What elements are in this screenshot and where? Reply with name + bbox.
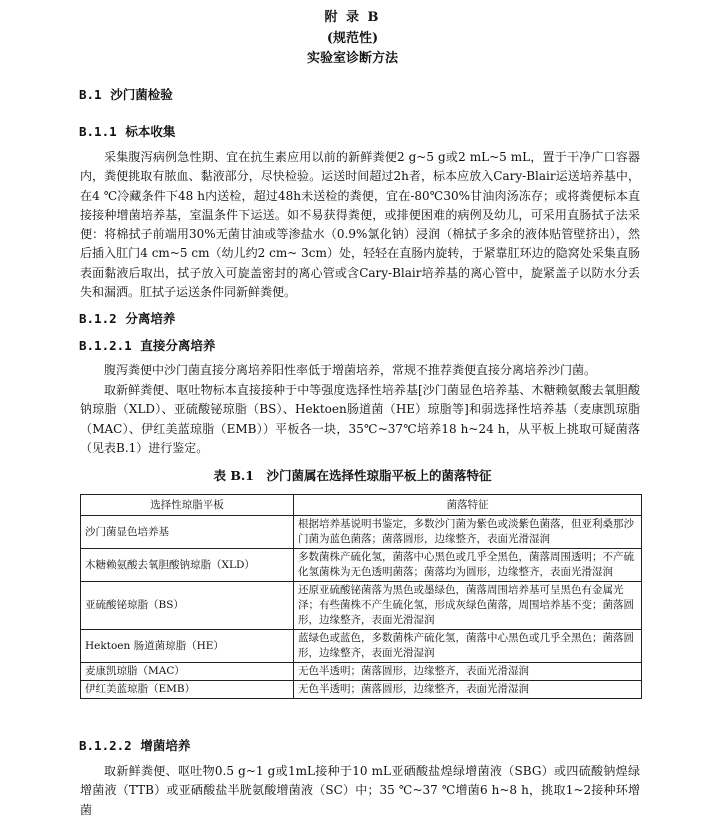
paragraph-text: 腹泻粪便中沙门菌直接分离培养阳性率低于增菌培养，常规不推荐粪便直接分离培养沙门菌。 bbox=[104, 363, 597, 377]
medium-name: 伊红美蓝琼脂（EMB） bbox=[81, 681, 294, 699]
colony-features-table bbox=[80, 494, 642, 699]
heading-number: B.1.2 bbox=[79, 311, 117, 326]
paragraph-specimen-collection bbox=[80, 148, 640, 302]
colony-feature: 无色半透明；菌落圆形，边缘整齐，表面光滑湿润 bbox=[294, 681, 642, 699]
heading-number: B.1.2.1 bbox=[79, 338, 132, 353]
colony-feature: 无色半透明；菌落圆形，边缘整齐，表面光滑湿润 bbox=[294, 663, 642, 681]
medium-name: 沙门菌显色培养基 bbox=[81, 516, 294, 549]
normative-label: (规范性) bbox=[326, 31, 379, 46]
table-row bbox=[81, 549, 642, 582]
heading-text: 直接分离培养 bbox=[140, 338, 216, 353]
heading-b1-2-1 bbox=[79, 336, 215, 354]
table-row bbox=[81, 582, 642, 630]
paragraph-text: 采集腹泻病例急性期、宜在抗生素应用以前的新鲜粪便2 g~5 g或2 mL~5 mL，置于干净广口容器内，粪便挑取有脓血、黏液部分，尽快检验。运送时间超过2h者，标本应放入Cary-Blair运送培养基中，在4 ℃冷藏条件下48 h内送检，超过48h未送检的粪便，宜在-80℃30%甘油肉汤冻存；或将粪便标本直接接种增菌培养基，室温条件下运送。如不易获得粪便，或排便困难的病例及幼儿，可采用直肠拭子法采便：将棉拭子前端用30%无菌甘油或等渗盐水（0.9%氯化钠）浸润（棉拭子多余的液体贴管壁挤出），然后插入肛门4 cm~5 cm（幼儿约2 cm~ 3cm）处，轻轻在直肠内旋转，于紧靠肛环边的隐窝处采集直肠表面黏液后取出，拭子放入可旋盖密封的离心管或含Cary-Blair培养基的离心管中，旋紧盖子以防水分丢失和漏洒。肛拭子运送条件同新鲜粪便。 bbox=[80, 150, 640, 300]
appendix-label: 附 录 B bbox=[324, 10, 381, 25]
medium-name: 麦康凯琼脂（MAC） bbox=[81, 663, 294, 681]
colony-feature: 蓝绿色或蓝色，多数菌株产硫化氢，菌落中心黑色或几乎全黑色；菌落圆形，边缘整齐，表面光滑湿润 bbox=[294, 630, 642, 663]
table-caption: 表 B.1 沙门菌属在选择性琼脂平板上的菌落特征 bbox=[213, 468, 492, 483]
heading-b1-2-2 bbox=[79, 736, 190, 754]
colony-feature: 多数菌株产硫化氢，菌落中心黑色或几乎全黑色，菌落周围透明；不产硫化氢菌株为无色透明菌落；菌落均为圆形，边缘整齐，表面光滑湿润 bbox=[294, 549, 642, 582]
heading-b1-1 bbox=[79, 122, 175, 140]
paragraph-direct-culture-2 bbox=[80, 381, 640, 458]
column-header: 菌落特征 bbox=[294, 495, 642, 516]
table-row bbox=[81, 681, 642, 699]
heading-b1 bbox=[79, 85, 173, 103]
heading-text: 增菌培养 bbox=[140, 738, 191, 753]
paragraph-direct-culture-1 bbox=[80, 361, 640, 380]
heading-text: 沙门菌检验 bbox=[110, 87, 173, 102]
heading-b1-2 bbox=[79, 309, 175, 327]
column-header: 选择性琼脂平板 bbox=[81, 495, 294, 516]
medium-name: Hektoen 肠道菌琼脂（HE） bbox=[81, 630, 294, 663]
colony-feature: 还原亚硫酸铋菌落为黑色或墨绿色，菌落周围培养基可呈黑色有金属光泽；有些菌株不产生硫化氢，形成灰绿色菌落，周围培养基不变；菌落圆形，边缘整齐，表面光滑湿润 bbox=[294, 582, 642, 630]
medium-name: 木糖赖氨酸去氧胆酸钠琼脂（XLD） bbox=[81, 549, 294, 582]
table-header-row bbox=[81, 495, 642, 516]
paragraph-enrichment-culture bbox=[80, 762, 640, 820]
heading-text: 分离培养 bbox=[125, 311, 176, 326]
paragraph-text: 取新鲜粪便、呕吐物标本直接接种于中等强度选择性培养基[沙门菌显色培养基、木糖赖氨酸去氧胆酸钠琼脂（XLD）、亚硫酸铋琼脂（BS）、Hektoen肠道菌（HE）琼脂等]和弱选择性培养基（麦康凯琼脂（MAC）、伊红美蓝琼脂（EMB））平板各一块，35℃~37℃培养18 h~24 h，从平板上挑取可疑菌落（见表B.1）进行鉴定。 bbox=[80, 383, 640, 455]
heading-number: B.1.1 bbox=[79, 124, 117, 139]
heading-text: 标本收集 bbox=[125, 124, 176, 139]
table-row bbox=[81, 630, 642, 663]
colony-feature: 根据培养基说明书鉴定，多数沙门菌为紫色或淡紫色菌落，但亚利桑那沙门菌为蓝色菌落；菌落圆形，边缘整齐，表面光滑湿润 bbox=[294, 516, 642, 549]
heading-number: B.1 bbox=[79, 87, 102, 102]
paragraph-text: 取新鲜粪便、呕吐物0.5 g~1 g或1mL接种于10 mL亚硒酸盐煌绿增菌液（SBG）或四硫酸钠煌绿增菌液（TTB）或亚硒酸盐半胱氨酸增菌液（SC）中；35 ℃~37 ℃增菌6 h~8 h，挑取1~2接种环增菌 bbox=[80, 764, 640, 817]
medium-name: 亚硫酸铋琼脂（BS） bbox=[81, 582, 294, 630]
heading-number: B.1.2.2 bbox=[79, 738, 132, 753]
appendix-title: 实验室诊断方法 bbox=[306, 51, 398, 66]
table-row bbox=[81, 516, 642, 549]
table-row bbox=[81, 663, 642, 681]
